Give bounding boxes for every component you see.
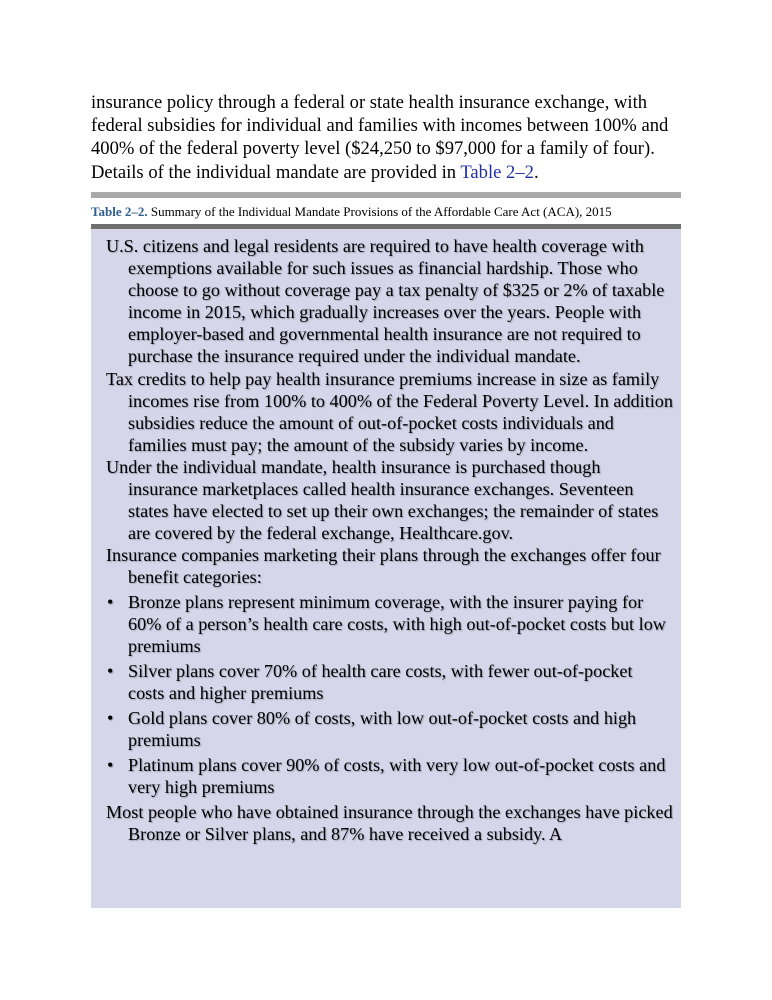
bullet-icon: • (107, 591, 114, 612)
table-paragraph-coverage: U.S. citizens and legal residents are required to have health coverage with exemptions available for such issues as financial hardship. Those who choose to go without coverage pay a tax penalty of $325 or 2% of taxable income in 2015, which gradually increases over the years. People with employer-based and governmental health insurance are not required to purchase the insurance required under the individual mandate. (106, 236, 665, 367)
list-item-bronze (106, 591, 673, 657)
list-item-text: Silver plans cover 70% of health care costs, with fewer out-of-pocket costs and higher premiums (128, 660, 633, 703)
list-item-platinum (106, 754, 673, 798)
list-item-text: Gold plans cover 80% of costs, with low out-of-pocket costs and high premiums (128, 707, 637, 751)
table-paragraph-exchanges: Under the individual mandate, health insurance is purchased though insurance marketplaces called health insurance exchanges. Seventeen states have elected to set up their own exchanges; the remainder of states are covered by the federal exchange, Healthcare.gov. (106, 456, 659, 544)
table-paragraph-tax-credits: Tax credits to help pay health insurance premiums increase in size as family incomes rise from 100% to 400% of the Federal Poverty Level. In addition subsidies reduce the amount of out-of-pocket costs individuals and families must pay; the amount of the subsidy varies by income. (106, 368, 673, 455)
bullet-icon: • (107, 707, 114, 728)
intro-text: insurance policy through a federal or state health insurance exchange, with federal subsidies for individual and families with incomes between 100% and 400% of the federal poverty level ($24,250 to $97,000 for a family of four). Details of the individual mandate are provided in (91, 92, 669, 183)
list-item-gold (106, 707, 673, 751)
table-caption (91, 204, 691, 220)
table-content (91, 229, 681, 846)
table-body (91, 229, 681, 908)
table-paragraph-categories: Insurance companies marketing their plans through the exchanges offer four benefit categories: (106, 545, 661, 588)
list-item-text: Platinum plans cover 90% of costs, with very low out-of-pocket costs and very high premiums (128, 755, 666, 798)
table-paragraph-final: Most people who have obtained insurance through the exchanges have picked Bronze or Silver plans, and 87% have received a subsidy. A (106, 802, 673, 845)
table-reference-link[interactable]: Table 2–2 (460, 161, 534, 183)
table-caption-label: Table 2–2. (91, 204, 148, 219)
table-caption-text: Summary of the Individual Mandate Provisions of the Affordable Care Act (ACA), 2015 (147, 204, 612, 219)
list-item-silver (106, 660, 673, 704)
benefit-category-list (106, 591, 673, 799)
bullet-icon: • (107, 660, 114, 681)
bullet-icon: • (107, 755, 114, 776)
table-top-rule (91, 192, 681, 198)
intro-text-end: . (533, 161, 539, 183)
intro-paragraph (91, 91, 691, 184)
list-item-text: Bronze plans represent minimum coverage, with the insurer paying for 60% of a person’s health care costs, with high out-of-pocket costs but low premiums (128, 591, 666, 656)
